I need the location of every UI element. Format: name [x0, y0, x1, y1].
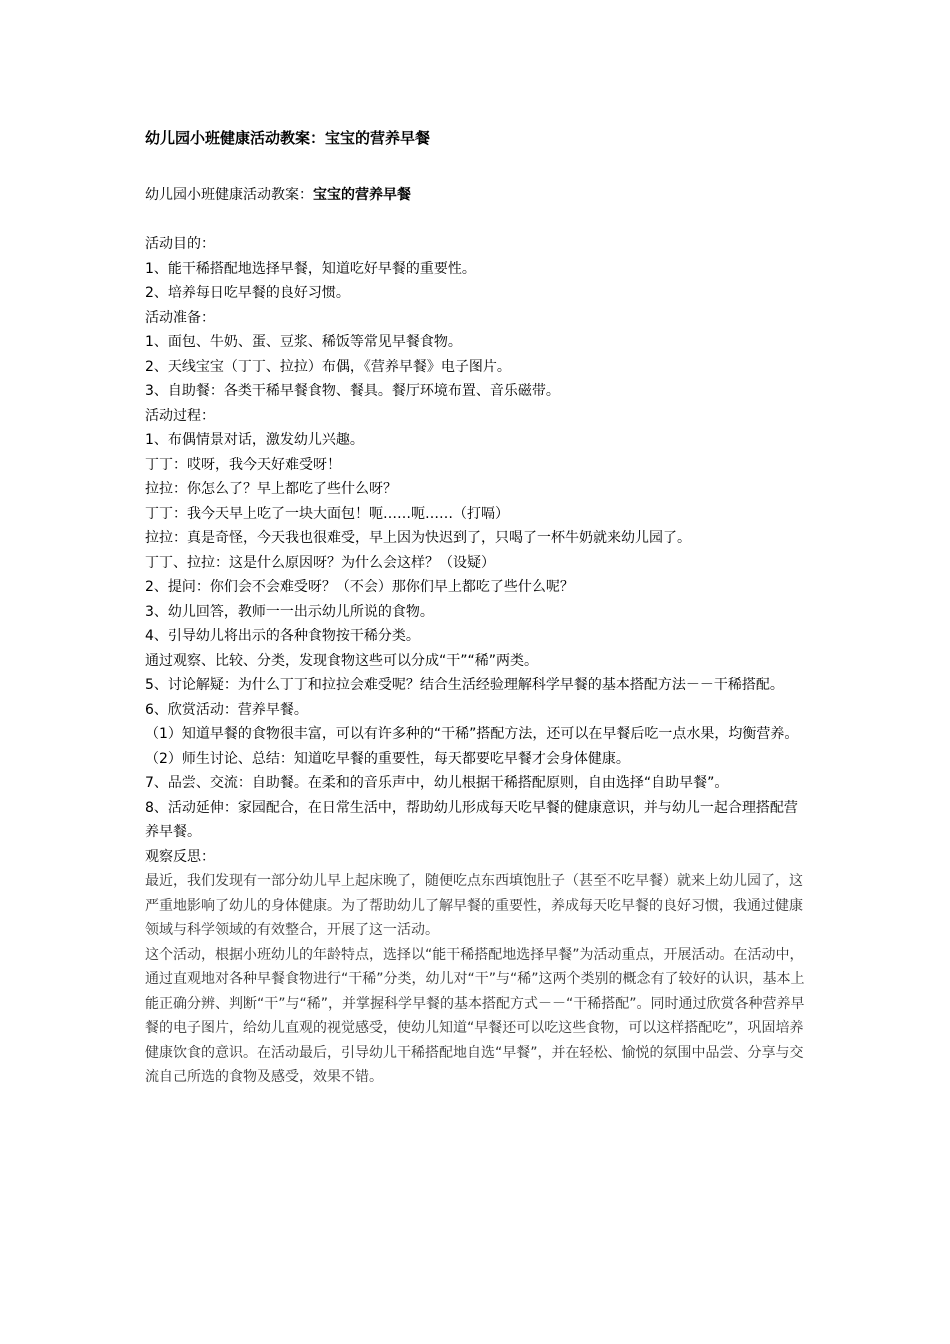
document-title: 幼儿园小班健康活动教案：宝宝的营养早餐 — [145, 129, 431, 147]
subtitle-bold: 宝宝的营养早餐 — [313, 187, 411, 203]
body-paragraph: （1）知道早餐的食物很丰富，可以有许多种的“干稀”搭配方法，还可以在早餐后吃一点水果，均衡营养。 — [145, 726, 799, 742]
body-paragraph: 5、讨论解疑：为什么丁丁和拉拉会难受呢？结合生活经验理解科学早餐的基本搭配方法－－干稀搭配。 — [145, 677, 784, 693]
body-paragraph: 观察反思： — [145, 848, 215, 865]
subtitle-prefix: 幼儿园小班健康活动教案： — [145, 187, 313, 203]
body-paragraph: 活动目的： — [145, 236, 215, 252]
body-paragraph: 7、品尝、交流：自助餐。在柔和的音乐声中，幼儿根据干稀搭配原则，自由选择“自助早餐”。 — [145, 775, 729, 791]
body-paragraph: 拉拉：真是奇怪，今天我也很难受，早上因为快迟到了，只喝了一杯牛奶就来幼儿园了。 — [145, 530, 691, 546]
body-paragraph: 通过观察、比较、分类，发现食物这些可以分成“干”“稀”两类。 — [145, 652, 539, 669]
body-paragraph: 6、欣赏活动：营养早餐。 — [145, 701, 308, 718]
body-paragraph: 8、活动延伸：家园配合，在日常生活中，帮助幼儿形成每天吃早餐的健康意识，并与幼儿一起合理搭配营养早餐。 — [145, 799, 798, 840]
body-paragraph: 2、培养每日吃早餐的良好习惯。 — [145, 285, 350, 301]
body-paragraph: 3、自助餐：各类干稀早餐食物、餐具。餐厅环境布置、音乐磁带。 — [145, 383, 560, 399]
body-paragraph: 拉拉：你怎么了？早上都吃了些什么呀？ — [145, 481, 397, 497]
body-paragraph: 活动准备： — [145, 309, 215, 326]
body-paragraph: 2、天线宝宝（丁丁、拉拉）布偶，《营养早餐》电子图片。 — [145, 358, 511, 375]
body-paragraph: 4、引导幼儿将出示的各种食物按干稀分类。 — [145, 628, 420, 644]
body-paragraph: 1、布偶情景对话，激发幼儿兴趣。 — [145, 432, 364, 448]
body-paragraph: 丁丁：我今天早上吃了一块大面包！呃……呃……（打嗝） — [145, 505, 509, 522]
body-paragraph: 活动过程： — [145, 407, 215, 424]
body-paragraph: 2、提问：你们会不会难受呀？（不会）那你们早上都吃了些什么呢？ — [145, 579, 574, 595]
document-subtitle — [145, 185, 411, 205]
body-paragraph: 1、能干稀搭配地选择早餐，知道吃好早餐的重要性。 — [145, 260, 476, 277]
body-paragraph: 丁丁、拉拉：这是什么原因呀？为什么会这样？（设疑） — [145, 554, 495, 571]
body-paragraph: 1、面包、牛奶、蛋、豆浆、稀饭等常见早餐食物。 — [145, 334, 462, 350]
body-paragraph: 3、幼儿回答，教师一一出示幼儿所说的食物。 — [145, 603, 434, 620]
document-body — [145, 232, 810, 1090]
body-paragraph: （2）师生讨论、总结：知道吃早餐的重要性，每天都要吃早餐才会身体健康。 — [145, 750, 630, 767]
body-paragraph: 丁丁：哎呀，我今天好难受呀！ — [145, 456, 341, 473]
body-paragraph: 最近，我们发现有一部分幼儿早上起床晚了，随便吃点东西填饱肚子（甚至不吃早餐）就来上幼儿园了，这严重地影响了幼儿的身体健康。为了帮助幼儿了解早餐的重要性，养成每天吃早餐的良好习惯，我通过健康领域与科学领域的有效整合，开展了这一活动。 — [145, 873, 803, 938]
body-paragraph: 这个活动，根据小班幼儿的年龄特点，选择以“能干稀搭配地选择早餐”为活动重点，开展活动。在活动中，通过直观地对各种早餐食物进行“干稀”分类，幼儿对“干”与“稀”这两个类别的概念有了较好的认识，基本上能正确分辨、判断“干”与“稀”，并掌握科学早餐的基本搭配方式－－“干稀搭配”。同时通过欣赏各种营养早餐的电子图片，给幼儿直观的视觉感受，使幼儿知道“早餐还可以吃这些食物，可以这样搭配吃”，巩固培养健康饮食的意识。在活动最后，引导幼儿干稀搭配地自选“早餐”，并在轻松、愉悦的氛围中品尝、分享与交流自己所选的食物及感受，效果不错。 — [145, 946, 805, 1085]
